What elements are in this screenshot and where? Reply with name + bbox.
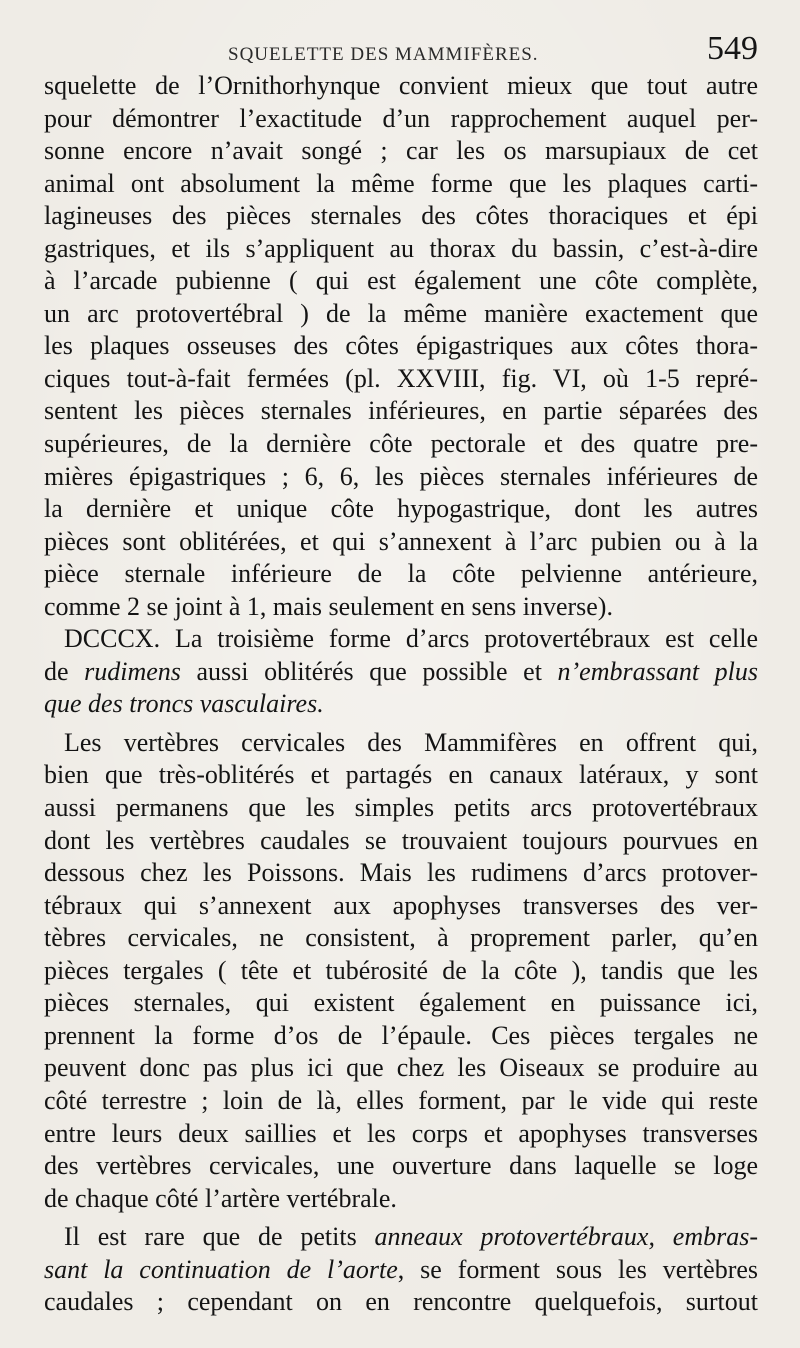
text-run: aussi oblitérés que possible et — [196, 656, 542, 686]
text-line: ciques tout-à-fait fermées (pl. XXVIII, fig. VI, où 1-5 repré- — [44, 363, 758, 393]
text-line — [44, 1254, 758, 1287]
text-line: prennent la forme d’os de l’épaule. Ces pièces tergales ne — [44, 1020, 758, 1050]
text-run: Il est rare que de petits — [64, 1222, 357, 1252]
text-line: gastriques, et ils s’appliquent au thorax du bassin, c’est-à-dire — [44, 233, 758, 263]
text-line: pièces sternales, qui existent également en puissance ici, — [44, 988, 758, 1018]
italic-run: sant la continuation de l’aorte — [44, 1254, 398, 1284]
italic-line: que des troncs vasculaires. — [44, 689, 324, 719]
running-title: SQUELETTE DES MAMMIFÈRES. — [228, 44, 539, 65]
text-line: entre leurs deux saillies et les corps et apophyses transverses — [44, 1118, 758, 1148]
text-run: de — [44, 656, 69, 686]
text-line: bien que très-oblitérés et partagés en canaux latéraux, y sont — [44, 760, 758, 790]
text-run: , se forment sous les vertèbres — [397, 1254, 758, 1284]
text-line — [44, 656, 758, 689]
text-line: lagineuses des pièces sternales des côtes thoraciques et épi — [44, 201, 758, 231]
italic-run: rudimens — [84, 656, 181, 686]
page-number: 549 — [707, 30, 758, 67]
text-line: pièce sternale inférieure de la côte pelvienne antérieure, — [44, 559, 758, 589]
text-line: dont les vertèbres caudales se trouvaient toujours pourvues en — [44, 825, 758, 855]
text-line: supérieures, de la dernière côte pectorale et des quatre pre- — [44, 429, 758, 459]
text-line: pièces tergales ( tête et tubérosité de la côte ), tandis que les — [44, 955, 758, 985]
text-line: côté terrestre ; loin de là, elles forment, par le vide qui reste — [44, 1085, 758, 1115]
text-line: à l’arcade pubienne ( qui est également une côte complète, — [44, 266, 758, 296]
text-line: des vertèbres cervicales, une ouverture dans laquelle se loge — [44, 1151, 758, 1181]
text-line: pour démontrer l’exactitude d’un rapprochement auquel per- — [44, 103, 758, 133]
italic-run: n’embrassant plus — [557, 656, 758, 686]
text-line: squelette de l’Ornithorhynque convient mieux que tout autre — [44, 71, 758, 100]
text-line: tèbres cervicales, ne consistent, à proprement parler, qu’en — [44, 923, 758, 953]
text-line: animal ont absolument la même forme que les plaques carti- — [44, 168, 758, 198]
text-line: les plaques osseuses des côtes épigastriques aux côtes thora- — [44, 331, 758, 361]
text-line: sentent les pièces sternales inférieures, en partie séparées des — [44, 396, 758, 426]
text-line: comme 2 se joint à 1, mais seulement en sens inverse). — [44, 591, 613, 621]
text-line — [44, 1221, 758, 1254]
text-line: tébraux qui s’annexent aux apophyses transverses des ver- — [44, 890, 758, 920]
text-line: la dernière et unique côte hypogastrique, dont les autres — [44, 494, 758, 524]
text-line: aussi permanens que les simples petits arcs protovertébraux — [44, 793, 758, 823]
text-line: Les vertèbres cervicales des Mammifères en offrent qui, — [64, 727, 758, 757]
text-line: sonne encore n’avait songé ; car les os marsupiaux de cet — [44, 136, 758, 166]
text-line: peuvent donc pas plus ici que chez les Oiseaux se produire au — [44, 1053, 758, 1083]
italic-run: anneaux protovertébraux, embras- — [374, 1222, 758, 1252]
running-head — [0, 30, 800, 70]
text-line: mières épigastriques ; 6, 6, les pièces sternales inférieures de — [44, 461, 758, 491]
text-line: un arc protovertébral ) de la même manière exactement que — [44, 298, 758, 328]
section-lead-line: DCCCX. La troisième forme d’arcs protovertébraux est celle — [64, 624, 758, 654]
text-line: dessous chez les Poissons. Mais les rudimens d’arcs protover- — [44, 858, 758, 888]
text-line: caudales ; cependant on en rencontre quelquefois, surtout — [44, 1287, 758, 1317]
body-text — [44, 70, 758, 1319]
text-line: de chaque côté l’artère vertébrale. — [44, 1183, 397, 1213]
text-line: pièces sont oblitérées, et qui s’annexent à l’arc pubien ou à la — [44, 526, 758, 556]
